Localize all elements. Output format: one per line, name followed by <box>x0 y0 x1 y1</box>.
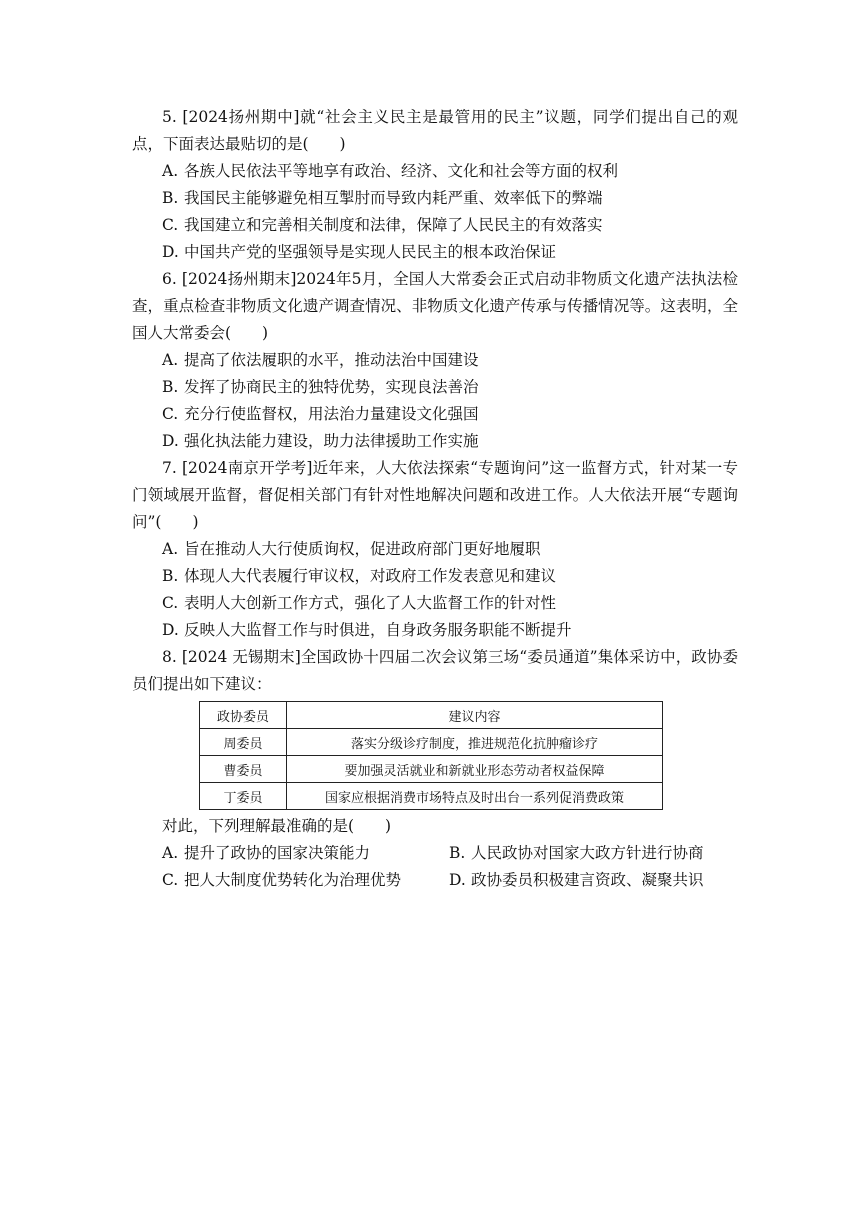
table-cell: 曹委员 <box>200 756 287 783</box>
table-cell: 落实分级诊疗制度，推进规范化抗肿瘤诊疗 <box>287 729 663 756</box>
option-b: B. 人民政协对国家大政方针进行协商 <box>449 844 704 862</box>
question-content <box>132 104 738 894</box>
suggestion-table <box>199 701 663 810</box>
option-d: D. 政协委员积极建言资政、凝聚共识 <box>449 871 704 889</box>
table-header: 建议内容 <box>287 702 663 729</box>
question-stem: 6. [2024扬州期末]2024年5月，全国人大常委会正式启动非物质文化遗产法执法检查，重点检查非物质文化遗产调查情况、非物质文化遗产传承与传播情况等。这表明，全国人大常委会( ) <box>132 270 738 342</box>
option-a: A. 各族人民依法平等地享有政治、经济、文化和社会等方面的权利 <box>162 162 619 180</box>
option-a: A. 旨在推动人大行使质询权，促进政府部门更好地履职 <box>162 540 541 558</box>
option-b: B. 发挥了协商民主的独特优势，实现良法善治 <box>162 378 479 396</box>
table-header: 政协委员 <box>200 702 287 729</box>
question-6 <box>132 266 738 455</box>
option-row <box>132 840 738 867</box>
option-d: D. 强化执法能力建设，助力法律援助工作实施 <box>162 432 479 450</box>
table-cell: 要加强灵活就业和新就业形态劳动者权益保障 <box>287 756 663 783</box>
table-cell: 周委员 <box>200 729 287 756</box>
question-stem: 7. [2024南京开学考]近年来，人大依法探索“专题询问”这一监督方式，针对某一专门领域展开监督，督促相关部门有针对性地解决问题和改进工作。人大依法开展“专题询问”( ) <box>132 459 738 531</box>
table-cell: 丁委员 <box>200 783 287 810</box>
table-cell: 国家应根据消费市场特点及时出台一系列促消费政策 <box>287 783 663 810</box>
option-b: B. 我国民主能够避免相互掣肘而导致内耗严重、效率低下的弊端 <box>162 189 603 207</box>
option-c: C. 把人大制度优势转化为治理优势 <box>162 871 402 889</box>
table-header-row <box>200 702 663 729</box>
table-row <box>200 756 663 783</box>
question-stem: 8. [2024 无锡期末]全国政协十四届二次会议第三场“委员通道”集体采访中，政协委员们提出如下建议： <box>132 648 738 693</box>
question-7 <box>132 455 738 644</box>
option-c: C. 表明人大创新工作方式，强化了人大监督工作的针对性 <box>162 594 557 612</box>
option-a: A. 提高了依法履职的水平，推动法治中国建设 <box>162 351 479 369</box>
table-row <box>200 783 663 810</box>
option-d: D. 中国共产党的坚强领导是实现人民民主的根本政治保证 <box>162 243 557 261</box>
option-c: C. 我国建立和完善相关制度和法律，保障了人民民主的有效落实 <box>162 216 603 234</box>
question-8 <box>132 644 738 894</box>
option-b: B. 体现人大代表履行审议权，对政府工作发表意见和建议 <box>162 567 557 585</box>
question-followup: 对此，下列理解最准确的是( ) <box>162 817 392 835</box>
option-d: D. 反映人大监督工作与时俱进，自身政务服务职能不断提升 <box>162 621 572 639</box>
question-stem: 5. [2024扬州期中]就“社会主义民主是最管用的民主”议题，同学们提出自己的观点，下面表达最贴切的是( ) <box>132 108 738 153</box>
option-c: C. 充分行使监督权，用法治力量建设文化强国 <box>162 405 479 423</box>
option-a: A. 提升了政协的国家决策能力 <box>162 844 371 862</box>
question-5 <box>132 104 738 266</box>
table-row <box>200 729 663 756</box>
option-row <box>132 867 738 894</box>
